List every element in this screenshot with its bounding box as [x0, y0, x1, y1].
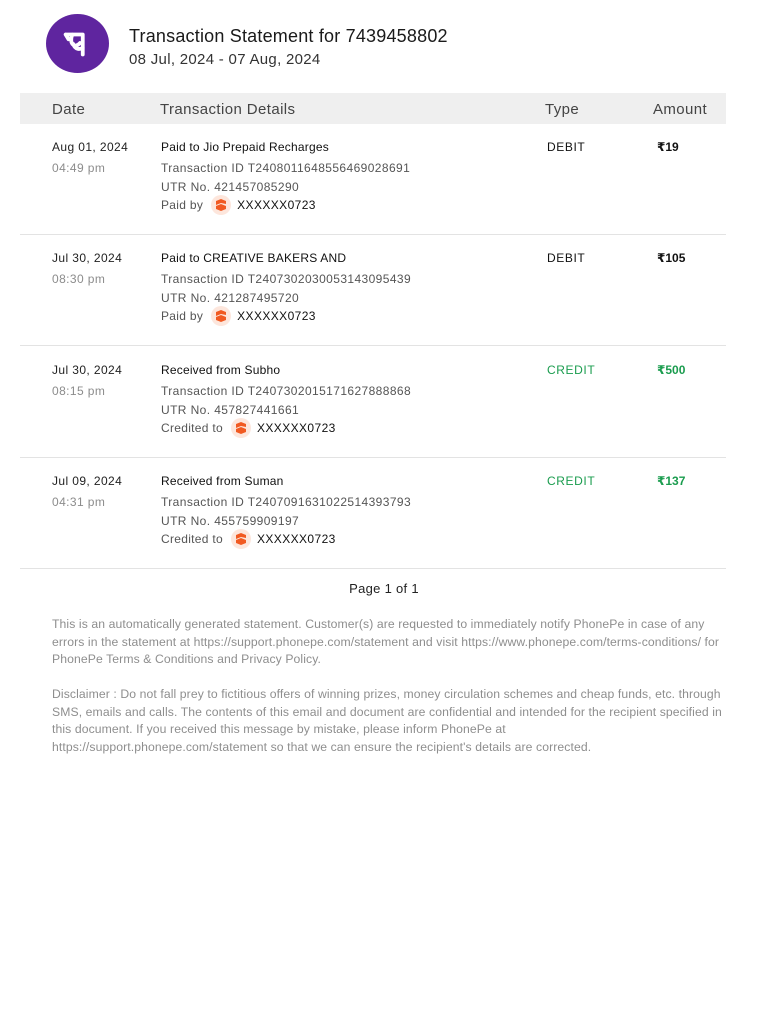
transaction-date: Jul 30, 2024 [52, 251, 123, 265]
transaction-date: Jul 30, 2024 [52, 363, 123, 377]
phonepe-logo-icon [46, 14, 109, 73]
transaction-date: Jul 09, 2024 [52, 474, 123, 488]
statement-title: Transaction Statement for 7439458802 [129, 26, 448, 46]
account-line [161, 529, 336, 549]
statement-date-range: 08 Jul, 2024 - 07 Aug, 2024 [129, 51, 321, 68]
page-indicator: Page 1 of 1 [349, 581, 419, 596]
masked-account-number: XXXXXX0723 [237, 198, 316, 212]
account-line [161, 418, 336, 438]
disclaimer-text: Disclaimer : Do not fall prey to fictitious offers of winning prizes, money circulation schemes and cheap funds, etc. through SMS, emails and calls. The contents of this email and document are confidential and intended for the recipient specified in this document. If you received this message by mistake, please inform PhonePe at https://support.phonepe.com/statement so that we can ensure the recipient's details are corrected. [52, 687, 722, 754]
masked-account-number: XXXXXX0723 [257, 532, 336, 546]
transaction-party: Paid to Jio Prepaid Recharges [161, 140, 329, 154]
table-header [20, 93, 726, 124]
account-label: Credited to [161, 421, 223, 435]
transaction-amount: ₹19 [657, 140, 679, 154]
transaction-type: CREDIT [547, 363, 596, 377]
masked-account-number: XXXXXX0723 [257, 421, 336, 435]
transaction-party: Received from Suman [161, 474, 284, 488]
utr-number: UTR No. 457827441661 [161, 403, 300, 417]
bank-of-baroda-icon [231, 529, 251, 549]
table-row [20, 458, 726, 569]
transaction-party: Paid to CREATIVE BAKERS AND [161, 251, 347, 265]
utr-number: UTR No. 421287495720 [161, 291, 300, 305]
table-row [20, 347, 726, 458]
transaction-amount: ₹105 [657, 251, 686, 265]
utr-number: UTR No. 421457085290 [161, 180, 300, 194]
transaction-party: Received from Subho [161, 363, 281, 377]
statement-notice: This is an automatically generated statement. Customer(s) are requested to immediately notify PhonePe in case of any errors in the statement at https://support.phonepe.com/statement and visit https://www.phonepe.com/terms-conditions/ for PhonePe Terms & Conditions and Privacy Policy. [52, 617, 720, 666]
bank-of-baroda-icon [211, 195, 231, 215]
table-row [20, 235, 726, 346]
transaction-id: Transaction ID T2407302030053143095439 [161, 272, 412, 286]
account-label: Credited to [161, 532, 223, 546]
account-line [161, 306, 316, 326]
transaction-time: 08:15 pm [52, 384, 106, 398]
column-header-type: Type [545, 101, 580, 118]
transaction-type: DEBIT [547, 251, 586, 265]
column-header-date: Date [52, 101, 86, 118]
transaction-time: 04:31 pm [52, 495, 106, 509]
transaction-amount: ₹137 [657, 474, 686, 488]
transaction-time: 08:30 pm [52, 272, 106, 286]
transaction-type: DEBIT [547, 140, 586, 154]
account-label: Paid by [161, 309, 204, 323]
table-row [20, 124, 726, 235]
account-label: Paid by [161, 198, 204, 212]
statement-header [46, 14, 726, 74]
transaction-id: Transaction ID T2408011648556469028691 [161, 161, 411, 175]
bank-of-baroda-icon [211, 306, 231, 326]
transaction-id: Transaction ID T2407091631022514393793 [161, 495, 412, 509]
account-line [161, 195, 316, 215]
transaction-type: CREDIT [547, 474, 596, 488]
bank-of-baroda-icon [231, 418, 251, 438]
transaction-date: Aug 01, 2024 [52, 140, 129, 154]
transaction-id: Transaction ID T2407302015171627888868 [161, 384, 412, 398]
column-header-details: Transaction Details [160, 101, 296, 118]
column-header-amount: Amount [653, 101, 708, 118]
masked-account-number: XXXXXX0723 [237, 309, 316, 323]
utr-number: UTR No. 455759909197 [161, 514, 300, 528]
transaction-amount: ₹500 [657, 363, 686, 377]
transaction-time: 04:49 pm [52, 161, 106, 175]
